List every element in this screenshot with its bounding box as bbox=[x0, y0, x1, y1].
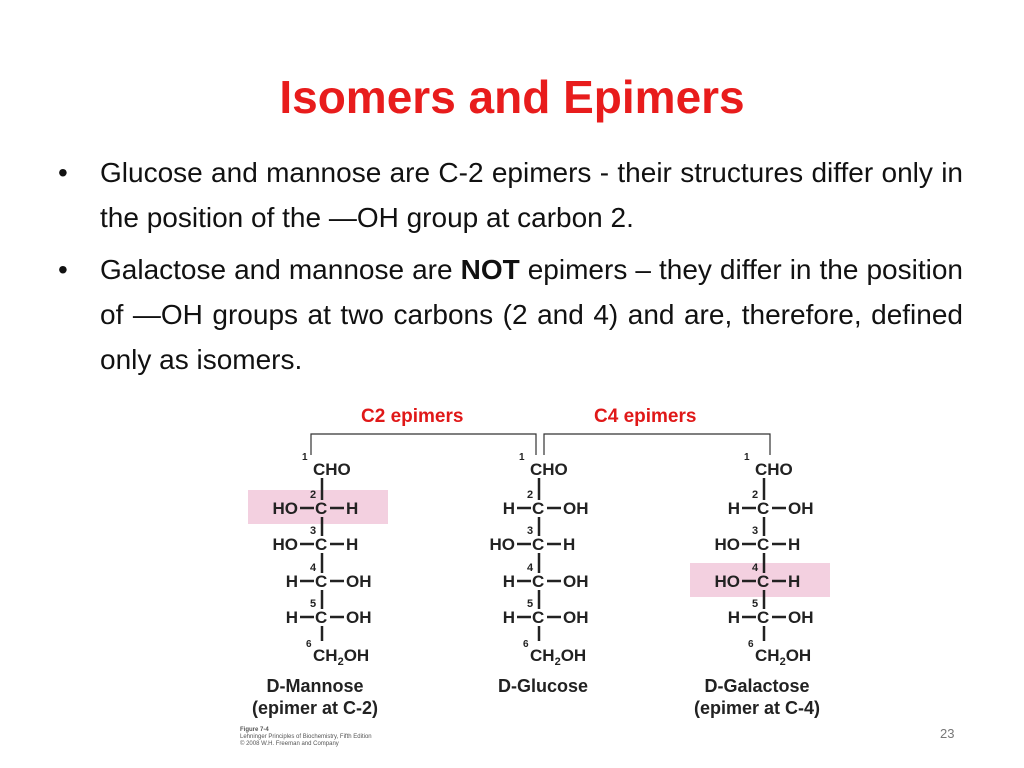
mannose-note: (epimer at C-2) bbox=[251, 698, 379, 718]
carbon-number: 1 bbox=[519, 452, 525, 463]
carbon-number: 2 bbox=[752, 489, 759, 501]
left-substituent: H bbox=[502, 572, 515, 591]
carbon-number: 4 bbox=[752, 562, 759, 574]
carbon-atom: C bbox=[315, 572, 328, 591]
page-number: 23 bbox=[940, 726, 955, 741]
right-substituent: H bbox=[563, 535, 576, 554]
left-substituent: H bbox=[502, 499, 515, 518]
carbon-atom: C bbox=[532, 608, 545, 627]
left-substituent: HO bbox=[714, 572, 740, 591]
left-substituent: H bbox=[502, 608, 515, 627]
credit-line: Figure 7-4 bbox=[240, 727, 269, 733]
carbon-atom: C bbox=[315, 535, 328, 554]
left-substituent: H bbox=[285, 572, 298, 591]
left-substituent: H bbox=[727, 608, 740, 627]
carbon-atom: C bbox=[532, 535, 545, 554]
right-substituent: H bbox=[788, 535, 801, 554]
bullet-emphasis: NOT bbox=[460, 254, 520, 285]
carbon-atom: C bbox=[532, 499, 545, 518]
right-substituent: OH bbox=[563, 608, 589, 627]
left-substituent: HO bbox=[272, 499, 298, 518]
aldehyde-group: CHO bbox=[313, 460, 351, 479]
carbon-atom: C bbox=[757, 499, 770, 518]
right-substituent: OH bbox=[563, 572, 589, 591]
figure-credit bbox=[240, 727, 372, 748]
hydroxymethyl-group: $CH_2OH$ bbox=[313, 646, 370, 668]
carbon-number: 3 bbox=[527, 525, 534, 537]
c2-epimers-label: C2 epimers bbox=[361, 406, 464, 427]
carbon-number: 2 bbox=[527, 489, 534, 501]
credit-line: © 2008 W.H. Freeman and Company bbox=[240, 741, 339, 747]
carbon-number: 6 bbox=[748, 639, 754, 650]
galactose-note: (epimer at C-4) bbox=[693, 698, 821, 718]
right-substituent: H bbox=[788, 572, 801, 591]
mannose-name: D-Mannose bbox=[266, 676, 364, 696]
carbon-atom: C bbox=[757, 572, 770, 591]
right-substituent: OH bbox=[346, 572, 372, 591]
left-substituent: HO bbox=[714, 535, 740, 554]
hydroxymethyl-group: $CH_2OH$ bbox=[755, 646, 812, 668]
c4-epimers-label: C4 epimers bbox=[594, 406, 697, 427]
carbon-atom: C bbox=[315, 499, 328, 518]
right-substituent: OH bbox=[346, 608, 372, 627]
carbon-atom: C bbox=[315, 608, 328, 627]
right-substituent: H bbox=[346, 535, 359, 554]
credit-line: Lehninger Principles of Biochemistry, Fifth Edition bbox=[240, 734, 372, 740]
left-substituent: HO bbox=[272, 535, 298, 554]
carbon-number: 1 bbox=[302, 452, 308, 463]
right-substituent: OH bbox=[788, 499, 814, 518]
carbon-number: 5 bbox=[527, 598, 534, 610]
carbon-atom: C bbox=[757, 535, 770, 554]
carbon-number: 1 bbox=[744, 452, 750, 463]
carbon-number: 5 bbox=[752, 598, 759, 610]
hydroxymethyl-group: $CH_2OH$ bbox=[530, 646, 587, 668]
right-substituent: H bbox=[346, 499, 359, 518]
carbon-atom: C bbox=[757, 608, 770, 627]
carbon-number: 4 bbox=[527, 562, 534, 574]
carbon-number: 5 bbox=[310, 598, 317, 610]
left-substituent: H bbox=[285, 608, 298, 627]
left-substituent: H bbox=[727, 499, 740, 518]
bullet-text: Glucose and mannose are C-2 epimers - their structures differ only in the position of the —OH group at carbon 2. bbox=[100, 157, 963, 233]
carbon-number: 6 bbox=[523, 639, 529, 650]
bullet-text: Galactose and mannose are bbox=[100, 254, 461, 285]
galactose-name: D-Galactose bbox=[704, 676, 810, 696]
carbon-number: 3 bbox=[752, 525, 759, 537]
carbon-number: 6 bbox=[306, 639, 312, 650]
aldehyde-group: CHO bbox=[530, 460, 568, 479]
glucose-name: D-Glucose bbox=[497, 676, 589, 696]
carbon-number: 2 bbox=[310, 489, 317, 501]
right-substituent: OH bbox=[563, 499, 589, 518]
aldehyde-group: CHO bbox=[755, 460, 793, 479]
bullet-text: epimers – they differ in the position of —OH groups at two carbons (2 and 4) and are, therefore, defined only as isomers. bbox=[100, 254, 963, 375]
c2-bracket bbox=[311, 434, 536, 455]
slide-title: Isomers and Epimers bbox=[279, 71, 745, 123]
carbon-number: 3 bbox=[310, 525, 317, 537]
right-substituent: OH bbox=[788, 608, 814, 627]
c4-bracket bbox=[544, 434, 770, 455]
left-substituent: HO bbox=[489, 535, 515, 554]
carbon-atom: C bbox=[532, 572, 545, 591]
carbon-number: 4 bbox=[310, 562, 317, 574]
